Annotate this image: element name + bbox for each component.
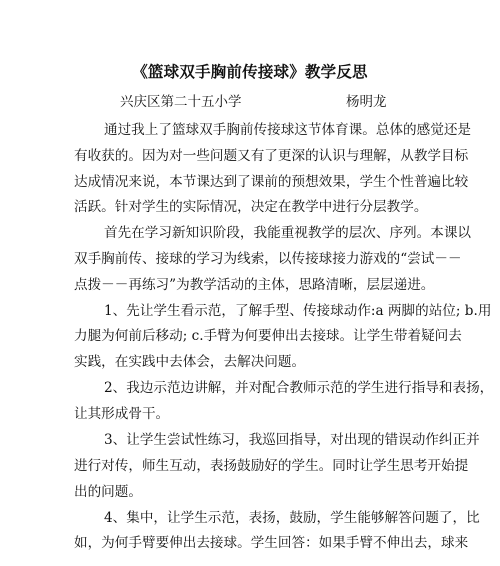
text-line: 如，为何手臂要伸出去接球。学生回答：如果手臂不伸出去，球来	[74, 535, 469, 551]
text-line: 首先在学习新知识阶段，我能重视教学的层次、序列。本课以	[104, 225, 472, 241]
text-line: 3、让学生尝试性练习，我巡回指导，对出现的错误动作纠正并	[104, 432, 480, 448]
text-line: 双手胸前传、接球的学习为线索，以传接球接力游戏的“尝试－－	[74, 251, 462, 267]
text-line: 2、我边示范边讲解，并对配合教师示范的学生进行指导和表扬，	[104, 380, 494, 396]
text-line: 让其形成骨干。	[74, 406, 170, 422]
school-name: 兴庆区第二十五小学	[120, 94, 242, 110]
text-line: 点拨－－再练习”为教学活动的主体，思路清晰，层层递进。	[74, 277, 435, 293]
text-line: 有收获的。因为对一些问题又有了更深的认识与理解，从教学目标	[74, 148, 469, 164]
text-line: 出的问题。	[74, 484, 142, 500]
text-line: 1、先让学生看示范，了解手型、传接球动作:a 两脚的站位; b.用	[104, 303, 492, 319]
text-line: 4、集中，让学生示范，表扬，鼓励，学生能够解答问题了，比	[104, 510, 480, 526]
text-line: 进行对传，师生互动，表扬鼓励好的学生。同时让学生思考开始提	[74, 458, 469, 474]
text-line: 活跃。针对学生的实际情况，决定在教学中进行分层教学。	[74, 199, 428, 215]
text-line: 达成情况来说，本节课达到了课前的预想效果，学生个性普遍比较	[74, 174, 469, 190]
page-bottom-fade	[0, 556, 500, 566]
document-title: 《篮球双手胸前传接球》教学反思	[132, 62, 368, 81]
author-name: 杨明龙	[346, 94, 387, 110]
text-line: 实践，在实践中去体会，去解决问题。	[74, 354, 306, 370]
text-line: 通过我上了篮球双手胸前传接球这节体育课。总体的感觉还是	[104, 122, 472, 138]
text-line: 力腿为何前后移动; c.手臂为何要伸出去接球。让学生带着疑问去	[74, 328, 462, 344]
